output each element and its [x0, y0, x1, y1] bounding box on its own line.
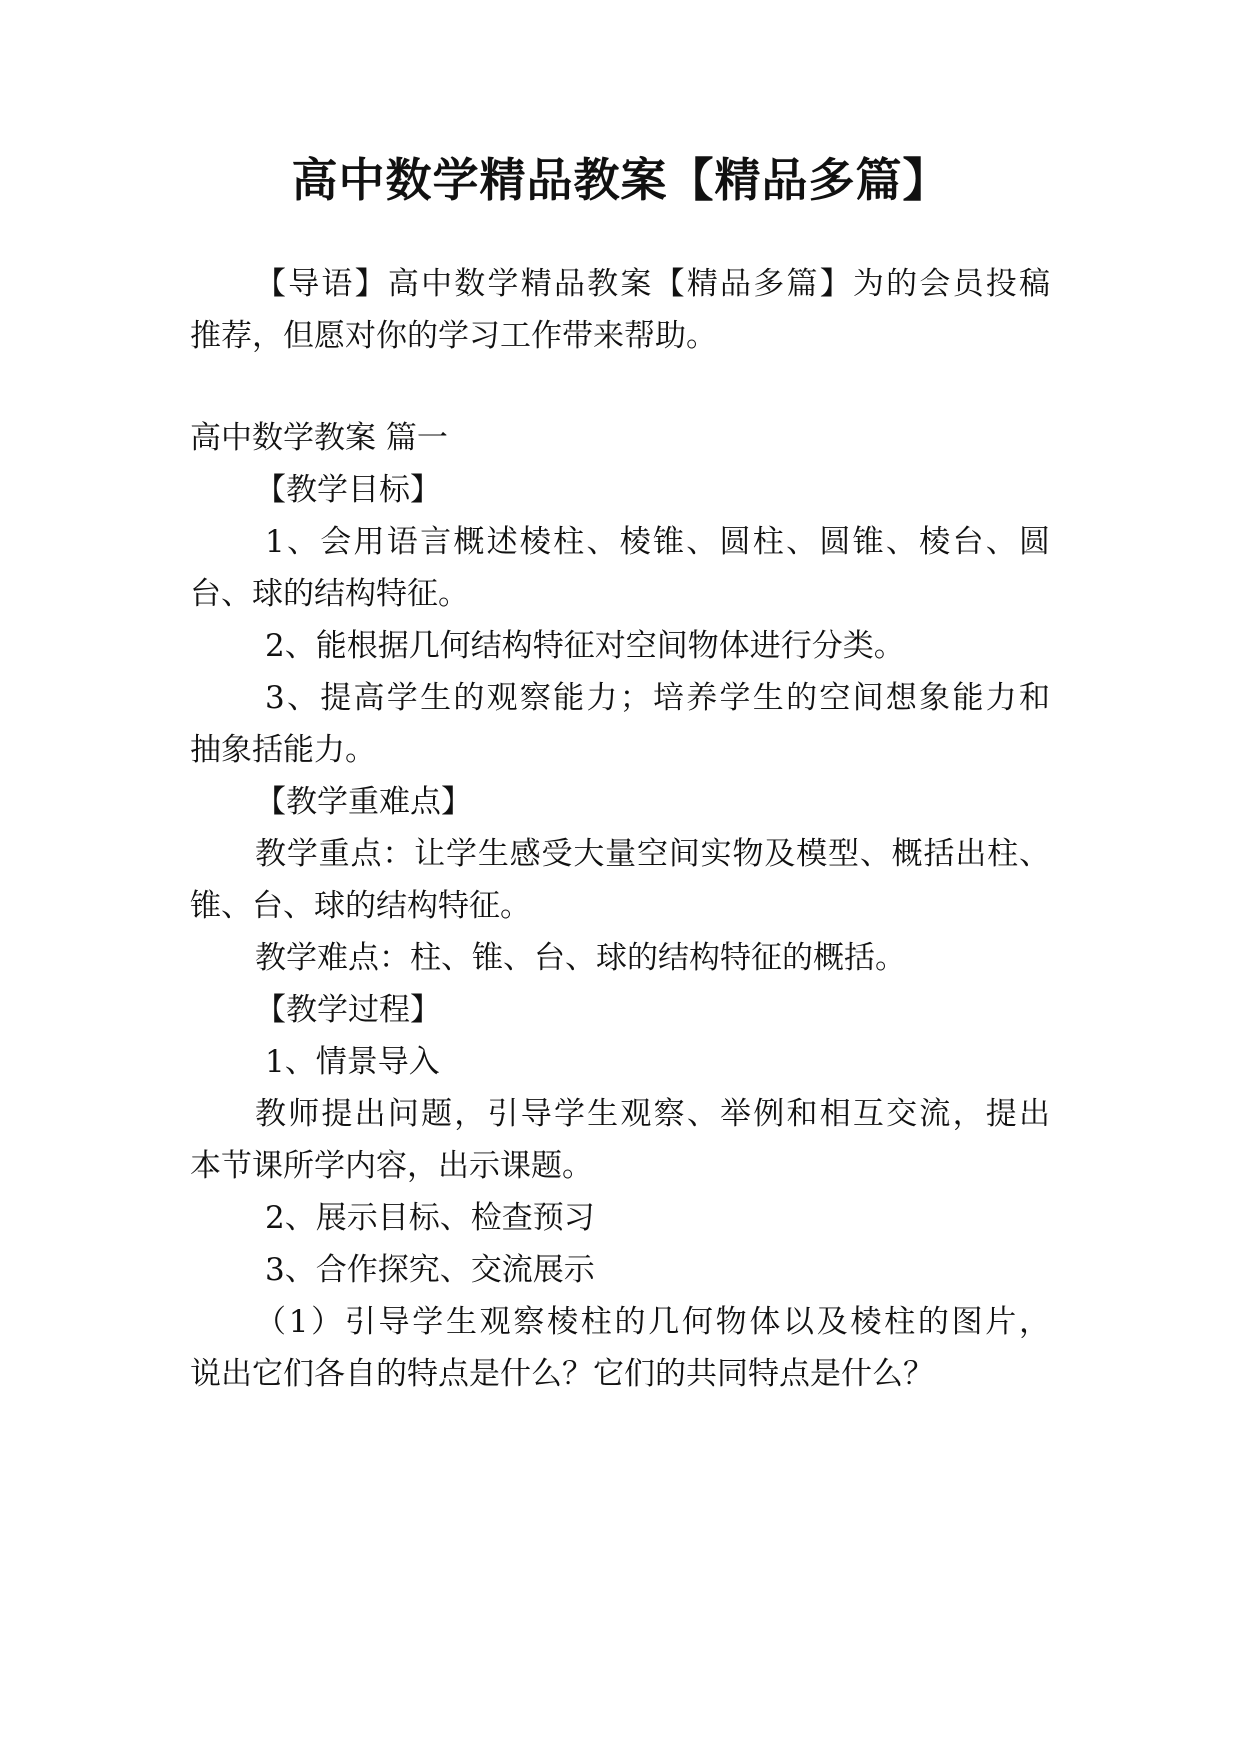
- keypoints-heading: 【教学重难点】: [255, 784, 472, 820]
- difficulty-point: 教学难点：柱、锥、台、球的结构特征的概括。: [255, 940, 906, 976]
- goal-1-line-2: 台、球的结构特征。: [190, 576, 469, 612]
- process-heading: 【教学过程】: [255, 992, 441, 1028]
- goals-heading: 【教学目标】: [255, 472, 441, 508]
- key-point-line-2: 锥、台、球的结构特征。: [190, 888, 531, 924]
- intro-line-2: 推荐，但愿对你的学习工作带来帮助。: [190, 318, 717, 354]
- step-1-text-line-2: 本节课所学内容，出示课题。: [190, 1148, 593, 1184]
- intro-line-1: 【导语】高中数学精品教案【精品多篇】为的会员投稿: [255, 266, 1050, 302]
- step-3-heading: 3、合作探究、交流展示: [265, 1252, 595, 1288]
- goal-3-line-1: 3、提高学生的观察能力；培养学生的空间想象能力和: [265, 680, 1050, 716]
- step-2-heading: 2、展示目标、检查预习: [265, 1200, 595, 1236]
- section-heading: 高中数学教案 篇一: [190, 420, 448, 456]
- document-title: 高中数学精品教案【精品多篇】: [291, 153, 950, 207]
- goal-3-line-2: 抽象括能力。: [190, 732, 376, 768]
- step-1-text-line-1: 教师提出问题，引导学生观察、举例和相互交流，提出: [255, 1096, 1050, 1132]
- goal-2: 2、能根据几何结构特征对空间物体进行分类。: [265, 628, 905, 664]
- step-3-item-1-line-2: 说出它们各自的特点是什么？它们的共同特点是什么？: [190, 1356, 934, 1392]
- key-point-line-1: 教学重点：让学生感受大量空间实物及模型、概括出柱、: [255, 836, 1050, 872]
- goal-1-line-1: 1、会用语言概述棱柱、棱锥、圆柱、圆锥、棱台、圆: [265, 524, 1050, 560]
- step-1-heading: 1、情景导入: [265, 1044, 440, 1080]
- step-3-item-1-line-1: （1）引导学生观察棱柱的几何物体以及棱柱的图片，: [255, 1304, 1050, 1340]
